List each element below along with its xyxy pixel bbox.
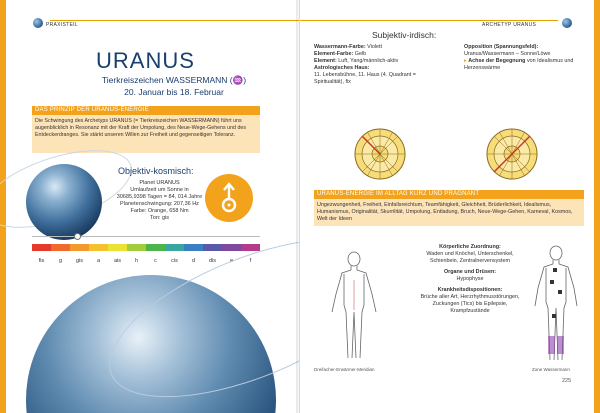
spectrum-segment	[222, 244, 241, 251]
element-info: Wassermann-Farbe: Violett Element-Farbe: Gelb Element: Luft, Yang/männlich-aktiv Astrologisches Haus: 11. Lebensbühne, 11. Haus (4. Quadrant = Spiritualität), fix	[314, 44, 416, 85]
color-spectrum-bar	[32, 244, 260, 251]
fact-tone: Ton: gis	[150, 215, 169, 221]
archetype-header: ARCHETYP URANUS	[482, 22, 537, 28]
fact-planet: Planet URANUS	[139, 180, 180, 186]
uranus-symbol-icon	[214, 181, 244, 215]
page-number: 225	[562, 378, 572, 384]
zodiac-wheel-left	[354, 128, 406, 180]
energy-text: Ungezwungenheit, Freiheit, Einfallsreichtum, Teamfähigkeit, Gleichheit, Brüderlichkeit, Idealismus, Humanismus, Originalität, Skurrilität, Umpolung, Entladung, Bruch, Neue-Wege-Gehen, Karneval, Kosmos, Welt der Ideen	[314, 199, 584, 226]
body-meridian-figure	[322, 250, 386, 362]
spectrum-segment	[184, 244, 203, 251]
planet-badge-icon	[562, 18, 572, 28]
spectrum-segment	[70, 244, 89, 251]
uranus-planet-image	[26, 164, 102, 240]
note-label: c	[154, 258, 157, 264]
spectrum-segment	[108, 244, 127, 251]
note-label: f	[249, 258, 252, 264]
kosmisch-title: Objektiv-kosmisch:	[118, 166, 194, 176]
note-label: cis	[171, 258, 178, 264]
note-label: g	[58, 258, 63, 264]
spectrum-segment	[32, 244, 51, 251]
note-label: ais	[113, 258, 122, 264]
fact-orbit-label: Umlaufzeit um Sonne in	[130, 187, 189, 193]
caption-zone: Zone Wassermann	[532, 367, 570, 372]
planet-badge-icon	[33, 18, 43, 28]
header-rule-right	[300, 20, 558, 21]
energy-heading: URANUS-ENERGIE IM ALLTAG KURZ UND PRÄGNANT	[314, 190, 584, 199]
note-label: fis	[38, 258, 45, 264]
spectrum-segment	[241, 244, 260, 251]
zodiac-sign-line: Tierkreiszeichen WASSERMANN (♒)	[101, 75, 247, 85]
note-label: d	[191, 258, 196, 264]
fact-frequency: Planetenschwingung: 207,36 Hz	[120, 201, 199, 207]
aquarius-icon: ♒	[232, 75, 244, 85]
uranus-symbol-badge	[205, 174, 253, 222]
page-title: URANUS	[96, 48, 195, 73]
header-rule	[50, 20, 300, 21]
spectrum-segment	[127, 244, 146, 251]
note-label: dis	[208, 258, 217, 264]
section-header: PRAXISTEIL	[46, 22, 78, 28]
spectrum-segment	[203, 244, 222, 251]
tone-slider-track	[32, 236, 260, 237]
note-label: h	[134, 258, 139, 264]
fact-orbit-days: 30685,9398 Tagen = 84, 014 Jahre	[116, 194, 203, 200]
opposition-info: Opposition (Spannungsfeld): Uranus/Wassermann – Sonne/Löwe ▸ Achse der Begegnung von Idealismus und Herzenswärme	[464, 44, 574, 71]
zodiac-wheel-right	[486, 128, 538, 180]
caption-meridian: Dreifacher-Erwärmer-Meridian	[314, 367, 375, 372]
page-edge-right	[594, 0, 600, 413]
fact-color: Farbe: Orange, 658 Nm	[130, 208, 189, 214]
body-zone-figure	[528, 244, 584, 364]
note-label: a	[96, 258, 101, 264]
spectrum-segment	[89, 244, 108, 251]
tone-slider-knob	[74, 233, 81, 240]
date-range: 20. Januar bis 18. Februar	[124, 87, 224, 97]
subjektiv-title: Subjektiv-irdisch:	[372, 30, 437, 40]
note-label: gis	[75, 258, 84, 264]
kosmisch-facts	[112, 180, 207, 222]
spectrum-segment	[51, 244, 70, 251]
spectrum-segment	[165, 244, 184, 251]
principle-heading: DAS PRINZIP DER URANUS-ENERGIE	[32, 106, 260, 115]
body-assignment: Körperliche Zuordnung: Waden und Knöchel, Unterschenkel, Schienbein, Zentralnervensystem Organe und Drüsen: Hypophyse Krankheitsdispositionen: Brüche aller Art, Herzrhythmusstörungen, Zuckungen (Tics) bis Epilepsie, Krampfzustände	[420, 244, 520, 314]
spectrum-segment	[146, 244, 165, 251]
right-page	[300, 0, 600, 413]
note-label: e	[229, 258, 234, 264]
principle-text: Die Schwingung des Archetyps URANUS (= Tierkreiszeichen WASSERMANN) führt uns augenblicklich in Resonanz mit der Kraft der Umpolung, des Neue-Wege-Gehens und des Entdeckerdranges. Sie stärkt unseren Willen zur Freiheit und gegenseitigen Toleranz.	[32, 115, 260, 153]
